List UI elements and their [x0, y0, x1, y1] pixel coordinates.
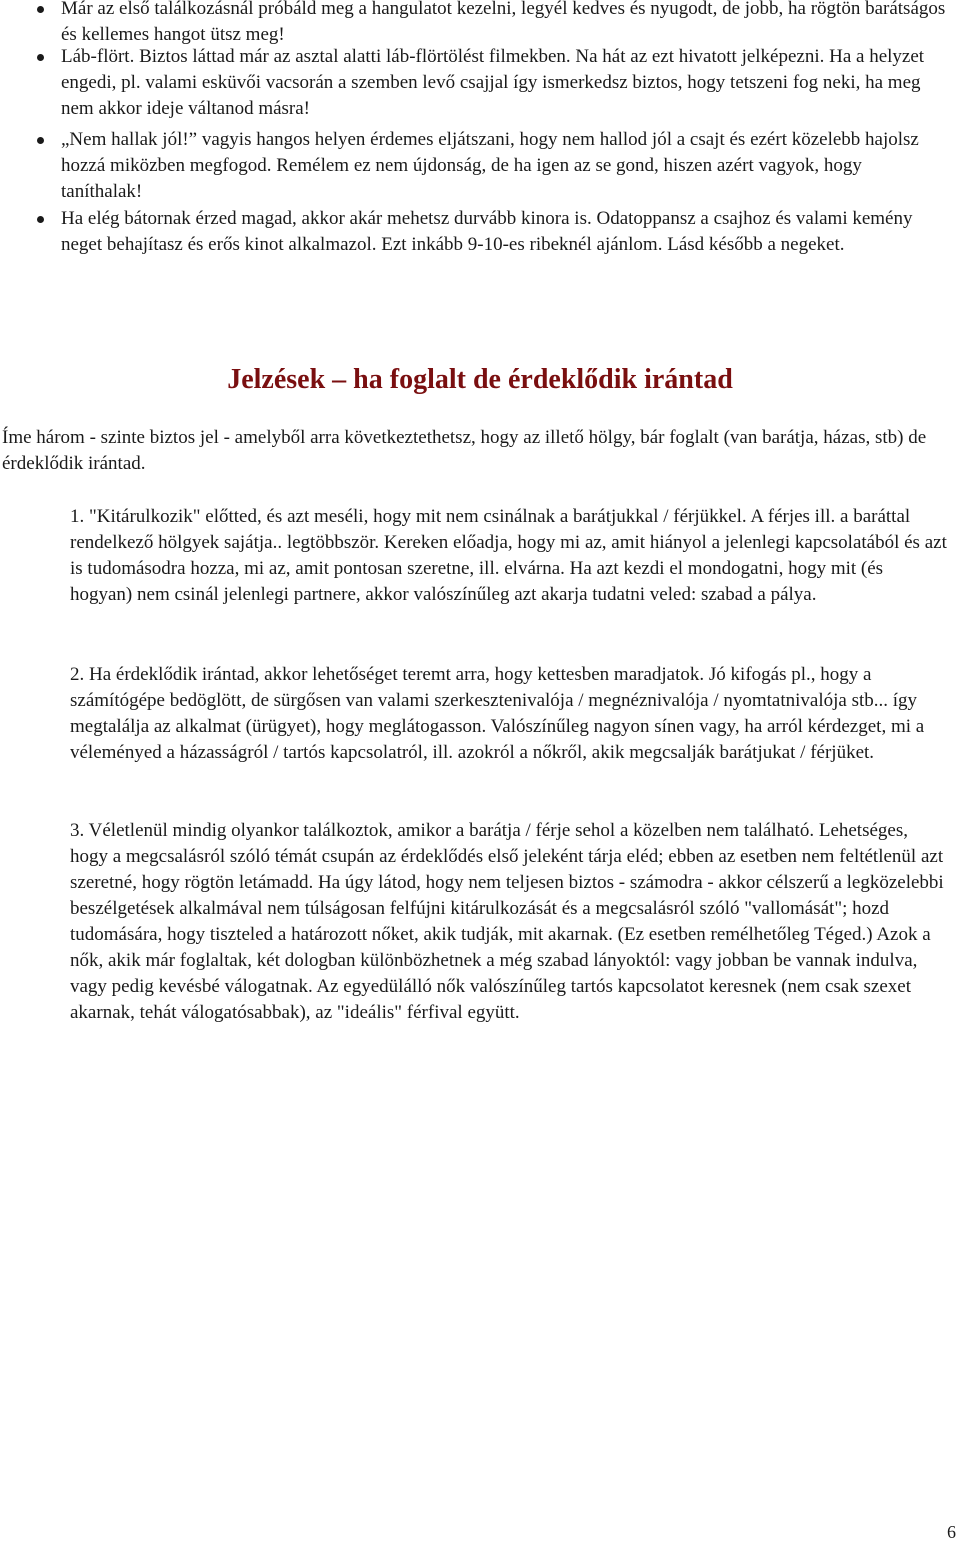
bullet-dot-icon	[37, 216, 44, 223]
list-item	[0, 0, 960, 48]
list-item-text: Már az első találkozásnál próbáld meg a hangulatot kezelni, legyél kedves és nyugodt, de jobb, ha rögtön barátságos és kellemes hangot ütsz meg!	[61, 0, 946, 45]
list-item	[0, 127, 960, 205]
bullet-dot-icon	[37, 137, 44, 144]
list-item-text: „Nem hallak jól!” vagyis hangos helyen érdemes eljátszani, hogy nem hallod jól a csajt és ezért közelebb hajolsz hozzá miközben megfogod. Remélem ez nem újdonság, de ha igen az se gond, hiszen azért vagyok, hogy taníthalak!	[61, 129, 919, 202]
numbered-item-1: 1. "Kitárulkozik" előtted, és azt meséli, hogy mit nem csinálnak a barátjukkal / férjükkel. A férjes ill. a baráttal rendelkező hölgyek sajátja.. legtöbbször. Kereken előadja, hogy mi az, amit hiányol a jelenlegi kapcsolatából és azt is tudomásodra hozza, mi az, amit pontosan szeretne, ill. elvárna. Ha azt kezdi el mondogatni, hogy mit (és hogyan) nem csinál jelenlegi partnere, akkor valószínűleg azt akarja tudatni veled: szabad a pálya.	[70, 506, 947, 605]
page-number: 6	[947, 1522, 956, 1542]
bullet-dot-icon	[37, 6, 44, 13]
bullet-dot-icon	[37, 54, 44, 61]
numbered-item-2: 2. Ha érdeklődik irántad, akkor lehetőséget teremt arra, hogy kettesben maradjatok. Jó kifogás pl., hogy a számítógépe bedöglött, de sürgősen van valami szerkesztenivalója / megnéznivalója / nyomtatnivalója stb... így megtalálja az alkalmat (ürügyet), hogy meglátogasson. Valószínűleg nagyon sínen vagy, ha arról kérdezget, mi a véleményed a házasságról / tartós kapcsolatról, ill. azokról a nőkről, akik megcsalják barátjukat / férjüket.	[70, 664, 925, 763]
list-item-text: Láb-flört. Biztos láttad már az asztal alatti láb-flörtölést filmekben. Na hát az ezt hivatott jelképezni. Ha a helyzet engedi, pl. valami esküvői vacsorán a szemben levő csajjal így ismerkedsz biztos, hogy tetszeni fog neki, ha meg nem akkor ideje váltanod másra!	[61, 46, 925, 119]
numbered-item-3: 3. Véletlenül mindig olyankor találkoztok, amikor a barátja / férje sehol a közelben nem található. Lehetséges, hogy a megcsalásról szóló témát csupán az érdeklődés első jeleként tárja eléd; ebben az esetben nem feltétlenül azt szeretné, hogy rögtön letámadd. Ha úgy látod, hogy nem teljesen biztos - számodra - akkor célszerű a legközelebbi beszélgetések alkalmával nem túlságosan felfújni kitárulkozását és a megcsalásról szóló "vallomását"; hozd tudomására, hogy tiszteled a határozott nőket, akik tudják, mit akarnak. (Ez esetben remélhetőleg Téged.) Azok a nők, akik már foglaltak, két dologban különbözhetnek a még szabad lányoktól: vagy jobban be vannak indulva, vagy pedig kevésbé válogatnak. Az egyedülálló nők valószínűleg tartós kapcsolatot keresnek (nem csak szexet akarnak, tehát válogatósabbak), az "ideális" férfival együtt.	[70, 820, 944, 1023]
intro-paragraph: Íme három - szinte biztos jel - amelyből arra következtethetsz, hogy az illető hölgy, bár foglalt (van barátja, házas, stb) de érdeklődik irántad.	[2, 427, 927, 474]
list-item-text: Ha elég bátornak érzed magad, akkor akár mehetsz durvább kinora is. Odatoppansz a csajhoz és valami kemény neget behajítasz és erős kinot alkalmazol. Ezt inkább 9-10-es ribeknél ajánlom. Lásd később a negeket.	[61, 208, 913, 255]
section-heading: Jelzések – ha foglalt de érdeklődik irántad	[227, 364, 733, 395]
list-item	[0, 206, 960, 258]
list-item	[0, 44, 960, 122]
